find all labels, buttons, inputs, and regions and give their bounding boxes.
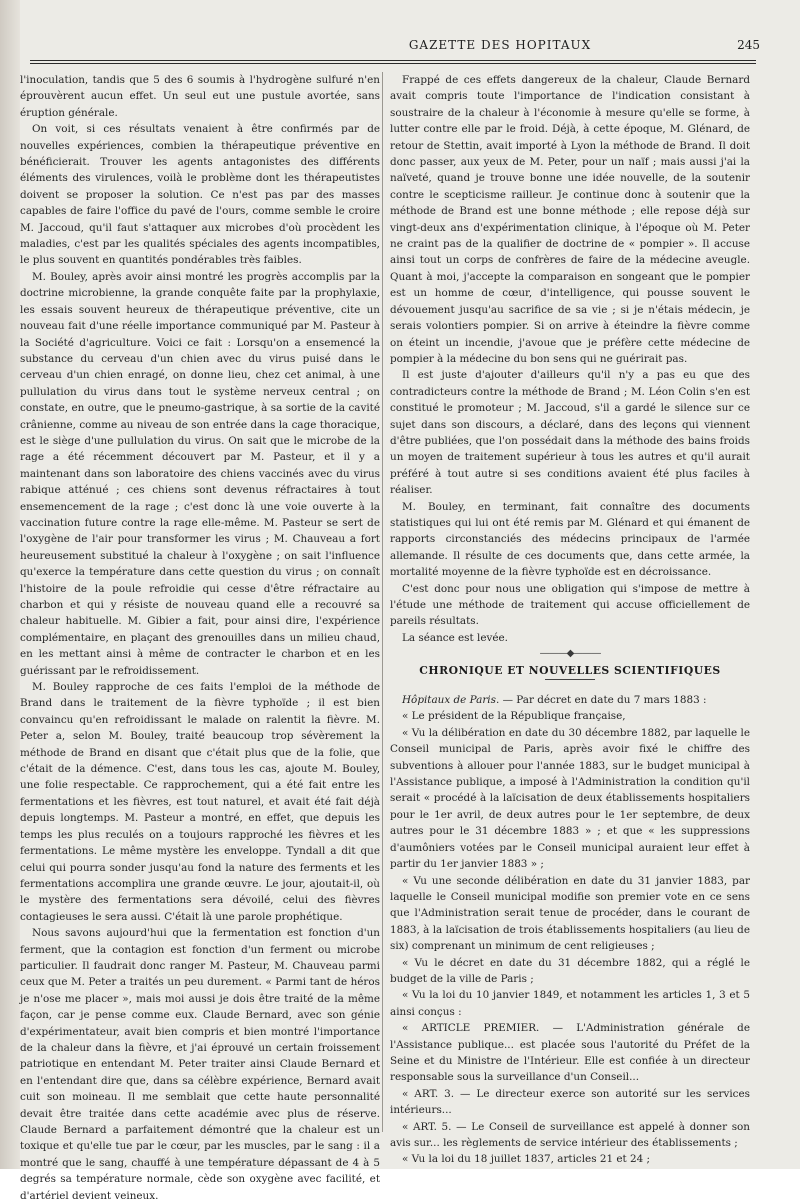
paragraph: « Vu la délibération en date du 30 décembre 1882, par laquelle le Conseil municipal de Paris, après avoir fixé le chiffre des subventions à allouer pour l'année 1883, sur le budget municipal à l'Assistance publique, a imposé à l'Administration la condition qu'il serait « procédé à la laïcisation de deux établissements hospitaliers pour le 1er avril, de deux autres pour le 1er septembre, de deux autres pour le 31 décembre 1883 » ; et que « les suppressions d'aumôniers votées par le Conseil municipal auraient leur effet à partir du 1er janvier 1883 » ;	[390, 726, 750, 871]
header-rule-bottom	[30, 63, 756, 64]
header-rule-top	[30, 60, 756, 61]
left-column	[20, 72, 380, 1202]
running-header: GAZETTE DES HOPITAUX	[408, 38, 592, 52]
binding-gutter	[0, 0, 20, 1169]
paragraph: « Vu la loi du 10 janvier 1849, et notamment les articles 1, 3 et 5 ainsi conçus :	[390, 989, 750, 1018]
paragraph: La séance est levée.	[402, 631, 508, 644]
right-column	[390, 72, 750, 1166]
paragraph: « Vu la loi du 18 juillet 1837, articles 21 et 24 ;	[402, 1153, 651, 1166]
paragraph: « Vu le décret en date du 31 décembre 1882, qui a réglé le budget de la ville de Paris ;	[390, 956, 750, 985]
paragraph: M. Bouley, après avoir ainsi montré les progrès accomplis par la doctrine microbienne, la grande conquête faite par la prophylaxie, les essais souvent heureux de thérapeutique préventive, cite un nouveau fait d'une réelle importance communiqué par M. Pasteur à la Société d'agriculture. Voici ce fait : Lorsqu'on a ensemencé la substance du cerveau d'un chien avec du virus puisé dans le cerveau d'un chien enragé, on donne lieu, chez cet animal, à une pullulation du virus dans tout le système nerveux central ; on constate, en outre, que le pneumo-gastrique, à sa sortie de la cavité crânienne, comme au niveau de son entrée dans la cage thoracique, est le siège d'une pullulation du virus. On sait que le microbe de la rage a été récemment découvert par M. Pasteur, et il y a maintenant dans son laboratoire des chiens vaccinés avec du virus rabique atténué ; ces chiens sont devenus réfractaires à tout ensemencement de la rage ; c'est donc là une voie ouverte à la vaccination future contre la rage elle-même. M. Pasteur se sert de l'oxygène de l'air pour transformer les virus ; M. Chauveau a fort heureusement substitué la chaleur à l'oxygène ; on sait l'influence qu'exerce la température dans cette question du virus ; on connaît l'histoire de la poule refroidie qui cesse d'être réfractaire au charbon et qui y résiste de nouveau quand elle a recouvré sa chaleur habituelle. M. Gibier a fait, pour ainsi dire, l'expérience complémentaire, en plaçant des grenouilles dans un milieu chaud, en les mettant ainsi à même de contracter le charbon et en les guérissant par le refroidissement.	[20, 270, 380, 677]
section-rule	[545, 679, 595, 680]
paragraph: « ARTICLE PREMIER. — L'Administration générale de l'Assistance publique... est placée sous l'autorité du Préfet de la Seine et du Ministre de l'Intérieur. Elle est confiée à un directeur responsable sous la surveillance d'un Conseil...	[390, 1022, 750, 1084]
paragraph: M. Bouley rapproche de ces faits l'emploi de la méthode de Brand dans le traitement de la fièvre typhoïde ; il est bien convaincu qu'en refroidissant le malade on ralentit la fièvre. M. Peter a, selon M. Bouley, traité beaucoup trop sévèrement la méthode de Brand en disant que c'était plus que de la folie, que c'était de la démence. C'est, dans tous les cas, ajoute M. Bouley, une folie respectable. Ce rapprochement, qui a été fait entre les fermentations et les fièvres, est tout naturel, et avait été fait déjà depuis longtemps. M. Pasteur a montré, en effet, que depuis les temps les plus reculés on a toujours rapproché les fièvres et les fermentations. Le même mystère les enveloppe. Tyndall a dit que celui qui pourra sonder jusqu'au fond la nature des ferments et les fermentations accomplira une grande œuvre. Le jour, ajoutait-il, où le mystère des fermentations sera dévoilé, celui des fièvres contagieuses le sera aussi. C'était là une parole prophétique.	[20, 681, 380, 923]
paragraph: l'inoculation, tandis que 5 des 6 soumis à l'hydrogène sulfuré n'en éprouvèrent aucun effet. Un seul eut une pustule avortée, sans éruption générale.	[20, 74, 380, 119]
lead-paragraph	[390, 692, 750, 708]
page-number: 245	[737, 38, 760, 52]
lead-italic: Hôpitaux de Paris.	[402, 694, 500, 707]
paragraph: M. Bouley, en terminant, fait connaître des documents statistiques qui lui ont été remis par M. Glénard et qui émanent de rapports circonstanciés des médecins principaux de l'armée allemande. Il résulte de ces documents que, dans cette armée, la mortalité moyenne de la fièvre typhoïde est en décroissance.	[390, 500, 750, 579]
paragraph: « ART. 5. — Le Conseil de surveillance est appelé à donner son avis sur... les règlements de service intérieur des établissements ;	[390, 1120, 750, 1149]
paragraph: Nous savons aujourd'hui que la fermentation est fonction d'un ferment, que la contagion est fonction d'un ferment ou microbe particulier. Il faudrait donc ranger M. Pasteur, M. Chauveau parmi ceux que M. Peter a traités un peu durement. « Parmi tant de héros je n'ose me placer », mais moi aussi je dois être traité de la même façon, car je pense comme eux. Claude Bernard, avec son génie d'expérimentateur, avait bien compris et bien montré l'importance de la chaleur dans la fièvre, et j'ai éprouvé un certain froissement patriotique en entendant M. Peter traiter ainsi Claude Bernard et en l'entendant dire que, dans sa célèbre expérience, Bernard avait cuit son moineau. Il me semblait que cette haute personnalité devait être traitée dans cette académie avec plus de réserve. Claude Bernard a parfaitement démontré que la chaleur est un toxique et qu'elle tue par le cœur, par les muscles, par le sang : il a montré que le sang, chauffé à une température dépassant de 4 à 5 degrés sa température normale, cède son oxygène avec facilité, et d'artériel devient veineux.	[20, 927, 380, 1202]
column-divider	[382, 72, 383, 1132]
paragraph: « Vu une seconde délibération en date du 31 janvier 1883, par laquelle le Conseil municipal modifie son premier vote en ce sens que l'Administration serait tenue de procéder, dans le courant de 1883, à la laïcisation de trois établissements hospitaliers (au lieu de six) comprenant un minimum de cent religieuses ;	[390, 874, 750, 953]
paragraph: Il est juste d'ajouter d'ailleurs qu'il n'y a pas eu que des contradicteurs contre la méthode de Brand ; M. Léon Colin s'en est constitué le promoteur ; M. Jaccoud, s'il a gardé le silence sur ce sujet dans son discours, a déclaré, dans des leçons qui viennent d'être publiées, que l'on possédait dans la méthode des bains froids un moyen de traitement supérieur à tous les autres et qu'il aurait préféré à tout autre si ses conditions avaient été plus faciles à réaliser.	[390, 369, 750, 497]
section-title: CHRONIQUE ET NOUVELLES SCIENTIFIQUES	[419, 663, 721, 677]
paragraph: « ART. 3. — Le directeur exerce son autorité sur les services intérieurs...	[390, 1087, 750, 1117]
fleuron-divider: ———◆———	[539, 648, 601, 660]
paragraph: Frappé de ces effets dangereux de la chaleur, Claude Bernard avait compris toute l'importance de l'indication consistant à soustraire de la chaleur à l'économie à mesure qu'elle se forme, à lutter contre elle par le froid. Déjà, à cette époque, M. Glénard, de retour de Stettin, avait importé à Lyon la méthode de Brand. Il doit donc passer, aux yeux de M. Peter, pour un naïf ; mais aussi j'ai la naïveté, quand je trouve bonne une idée nouvelle, de la soutenir contre le scepticisme railleur. Je continue donc à soutenir que la méthode de Brand est une bonne méthode ; elle repose déjà sur vingt-deux ans d'expérimentation clinique, à l'époque où M. Peter ne craint pas de la qualifier de doctrine de « pompier ». Il accuse ainsi tout un corps de confrères de faire de la médecine aveugle. Quant à moi, j'accepte la comparaison en songeant que le pompier est un homme de cœur, d'intelligence, qui pousse souvent le dévouement jusqu'au sacrifice de sa vie ; si je n'étais médecin, je serais volontiers pompier. Si on arrive à éteindre la fièvre comme on éteint un incendie, j'avoue que je préfère cette médecine de pompier à la médecine du bon sens qui ne guérirait pas.	[390, 74, 750, 365]
paragraph: « Le président de la République française,	[402, 710, 626, 723]
paragraph: On voit, si ces résultats venaient à être confirmés par de nouvelles expériences, combien la thérapeutique préventive en bénéficierait. Trouver les agents antagonistes des différents éléments des virulences, voilà le problème dont les thérapeutistes doivent se proposer la solution. Ce n'est pas par des masses capables de faire l'office du pavé de l'ours, comme semble le croire M. Jaccoud, qu'il faut s'attaquer aux microbes d'où procèdent les maladies, c'est par les qualités spéciales des agents incompatibles, le plus souvent en quantités pondérables très faibles.	[20, 123, 380, 267]
paragraph: C'est donc pour nous une obligation qui s'impose de mettre à l'étude une méthode de traitement qui accuse officiellement de pareils résultats.	[390, 582, 750, 628]
lead-rest: — Par décret en date du 7 mars 1883 :	[499, 694, 707, 707]
